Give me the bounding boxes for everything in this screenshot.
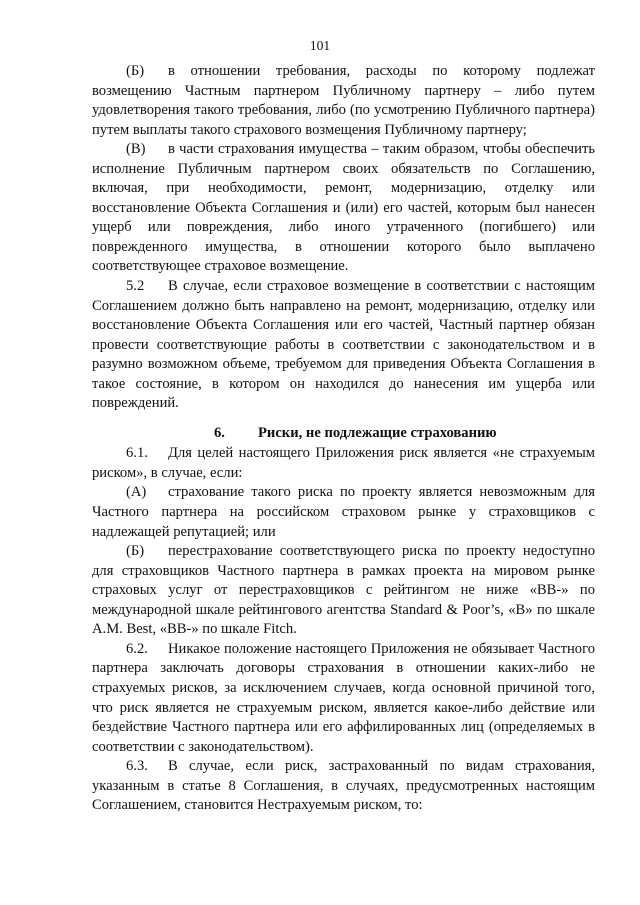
paragraph-marker: 6.3.	[126, 758, 148, 775]
paragraph-v-property	[92, 140, 595, 277]
paragraph-text: В случае, если риск, застрахованный по видам страхования, указанным в статье 8 Соглашения, в случаях, предусмотренных настоящим Соглашением, становится Нестрахуемым риском, то:	[92, 758, 595, 814]
paragraph-text: в части страхования имущества – таким образом, чтобы обеспечить исполнение Публичным партнером своих обязательств по Соглашению, включая, при необходимости, ремонт, модернизацию, отделку или восстановление Объекта Соглашения и (или) его частей, которым был нанесен ущерб или повреждения, либо иного утраченного (погибшего) или поврежденного имущества, в отношении которого было выплачено соответствующее страховое возмещение.	[92, 141, 595, 275]
paragraph-marker: (Б)	[126, 543, 145, 560]
paragraph-6-3	[92, 757, 595, 816]
paragraph-marker: (Б)	[126, 63, 145, 79]
paragraph-marker: 5.2	[126, 278, 145, 295]
page-number: 101	[309, 38, 331, 53]
paragraph-6-2	[92, 640, 595, 757]
paragraph-marker: (В)	[126, 141, 146, 158]
paragraph-5-2	[92, 277, 595, 414]
paragraph-a-uninsurable	[92, 483, 595, 542]
section-heading	[92, 424, 595, 444]
paragraph-text: перестрахование соответствующего риска по проекту недоступно для страховщиков Частного партнера в рамках проекта на мировом рынке страховых услуг от перестраховщиков с рейтингом не ниже «ВВ-» по международной шкале рейтингового агентства Standard & Poor’s, «В» по шкале A.M. Best, «ВВ-» по шкале Fitch.	[92, 543, 595, 638]
paragraph-b-reimbursement	[92, 62, 595, 140]
paragraph-marker: 6.2.	[126, 640, 148, 657]
paragraph-text: В случае, если страховое возмещение в соответствии с настоящим Соглашением должно быть направлено на ремонт, модернизацию, отделку или восстановление Объекта Соглашения или его частей, Частный партнер обязан провести соответствующие работы в соответствии с законодательством и в разумно возможном объеме, требуемом для приведения Объекта Соглашения в такое состояние, в котором он находился до нанесения им ущерба или повреждений.	[92, 278, 595, 412]
paragraph-text: Никакое положение настоящего Приложения не обязывает Частного партнера заключать договоры страхования в отношении каких-либо не страхуемых рисков, за исключением случаев, когда основной причиной того, что риск является не страхуемым риском, является какое-либо действие или бездействие Частного партнера или его аффилированных лиц (определяемых в соответствии с законодательством).	[92, 640, 595, 755]
paragraph-marker: 6.1.	[126, 445, 148, 462]
paragraph-6-1	[92, 444, 595, 483]
paragraph-text: страхование такого риска по проекту является невозможным для Частного партнера на российском страховом рынке у страховщиков с надлежащей репутацией; или	[92, 484, 595, 540]
paragraph-text: Для целей настоящего Приложения риск является «не страхуемым риском», в случае, если:	[92, 445, 595, 481]
paragraph-text: в отношении требования, расходы по которому подлежат возмещению Частным партнером Публичному партнеру – либо путем удовлетворения такого требования, либо (по усмотрению Публичного партнера) путем выплаты такого страхового возмещения Публичному партнеру;	[92, 63, 595, 138]
document-body	[92, 62, 595, 816]
paragraph-marker: (А)	[126, 484, 147, 501]
paragraph-b-reinsurance	[92, 542, 595, 640]
section-title: Риски, не подлежащие страхованию	[258, 424, 497, 441]
section-number: 6.	[214, 424, 225, 441]
